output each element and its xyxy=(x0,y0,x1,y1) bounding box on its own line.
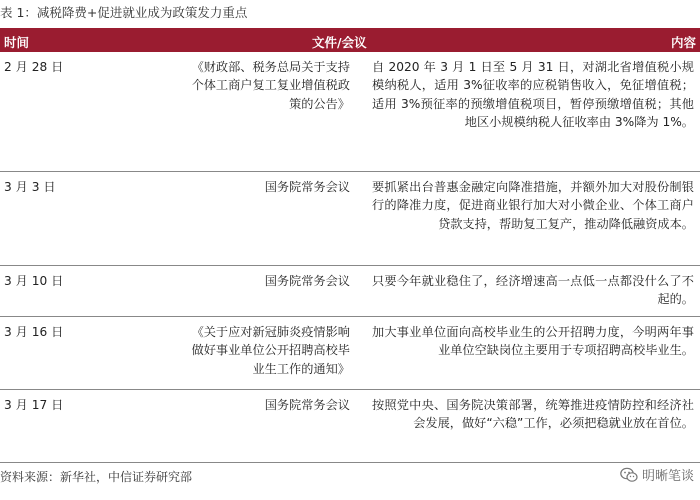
row-content: 只要今年就业稳住了，经济增速高一点低一点都没什么了不起的。 xyxy=(372,274,694,307)
row-content: 要抓紧出台普惠金融定向降准措施，并额外加大对股份制银行的降准力度，促进商业银行加大对小微企业、个体工商户贷款支持，帮助复工复产，推动降低融资成本。 xyxy=(372,180,694,231)
watermark xyxy=(620,465,694,484)
row-date: 3 月 16 日 xyxy=(4,325,64,339)
row-content: 加大事业单位面向高校毕业生的公开招聘力度，今明两年事业单位空缺岗位主要用于专项招聘高校毕业生。 xyxy=(372,325,694,358)
row-doc: 国务院常务会议 xyxy=(264,398,350,412)
source-note: 资料来源：新华社，中信证券研究部 xyxy=(0,470,193,484)
table-row xyxy=(0,52,700,172)
row-content: 按照党中央、国务院决策部署，统筹推进疫情防控和经济社会发展，做好“六稳”工作，必须把稳就业放在首位。 xyxy=(372,398,694,431)
watermark-text: 明晰笔谈 xyxy=(641,469,694,484)
row-date: 3 月 3 日 xyxy=(4,180,56,194)
header-doc: 文件/会议 xyxy=(312,35,367,50)
wechat-icon xyxy=(620,467,638,483)
row-doc: 《关于应对新冠肺炎疫情影响 做好事业单位公开招聘高校毕 业生工作的通知》 xyxy=(191,325,350,376)
table-header xyxy=(0,28,700,52)
table-bottom-rule xyxy=(0,462,700,463)
table-row xyxy=(0,390,700,461)
row-doc: 《财政部、税务总局关于支持 个体工商户复工复业增值税政 策的公告》 xyxy=(191,60,350,111)
row-content: 自 2020 年 3 月 1 日至 5 月 31 日，对湖北省增值税小规模纳税人，适用 3%征收率的应税销售收入，免征增值税；适用 3%预征率的预缴增值税项目，暂停预缴增值税；其他地区小规模纳税人征收率由 3%降为 1%。 xyxy=(372,60,694,130)
row-date: 3 月 17 日 xyxy=(4,398,64,412)
row-doc: 国务院常务会议 xyxy=(264,180,350,194)
header-time: 时间 xyxy=(4,35,30,50)
table-title: 表 1：减税降费+促进就业成为政策发力重点 xyxy=(0,5,248,20)
header-content: 内容 xyxy=(670,35,696,50)
row-date: 3 月 10 日 xyxy=(4,274,64,288)
row-date: 2 月 28 日 xyxy=(4,60,64,74)
row-doc: 国务院常务会议 xyxy=(264,274,350,288)
table-row xyxy=(0,317,700,390)
table-row xyxy=(0,266,700,317)
table-row xyxy=(0,172,700,266)
